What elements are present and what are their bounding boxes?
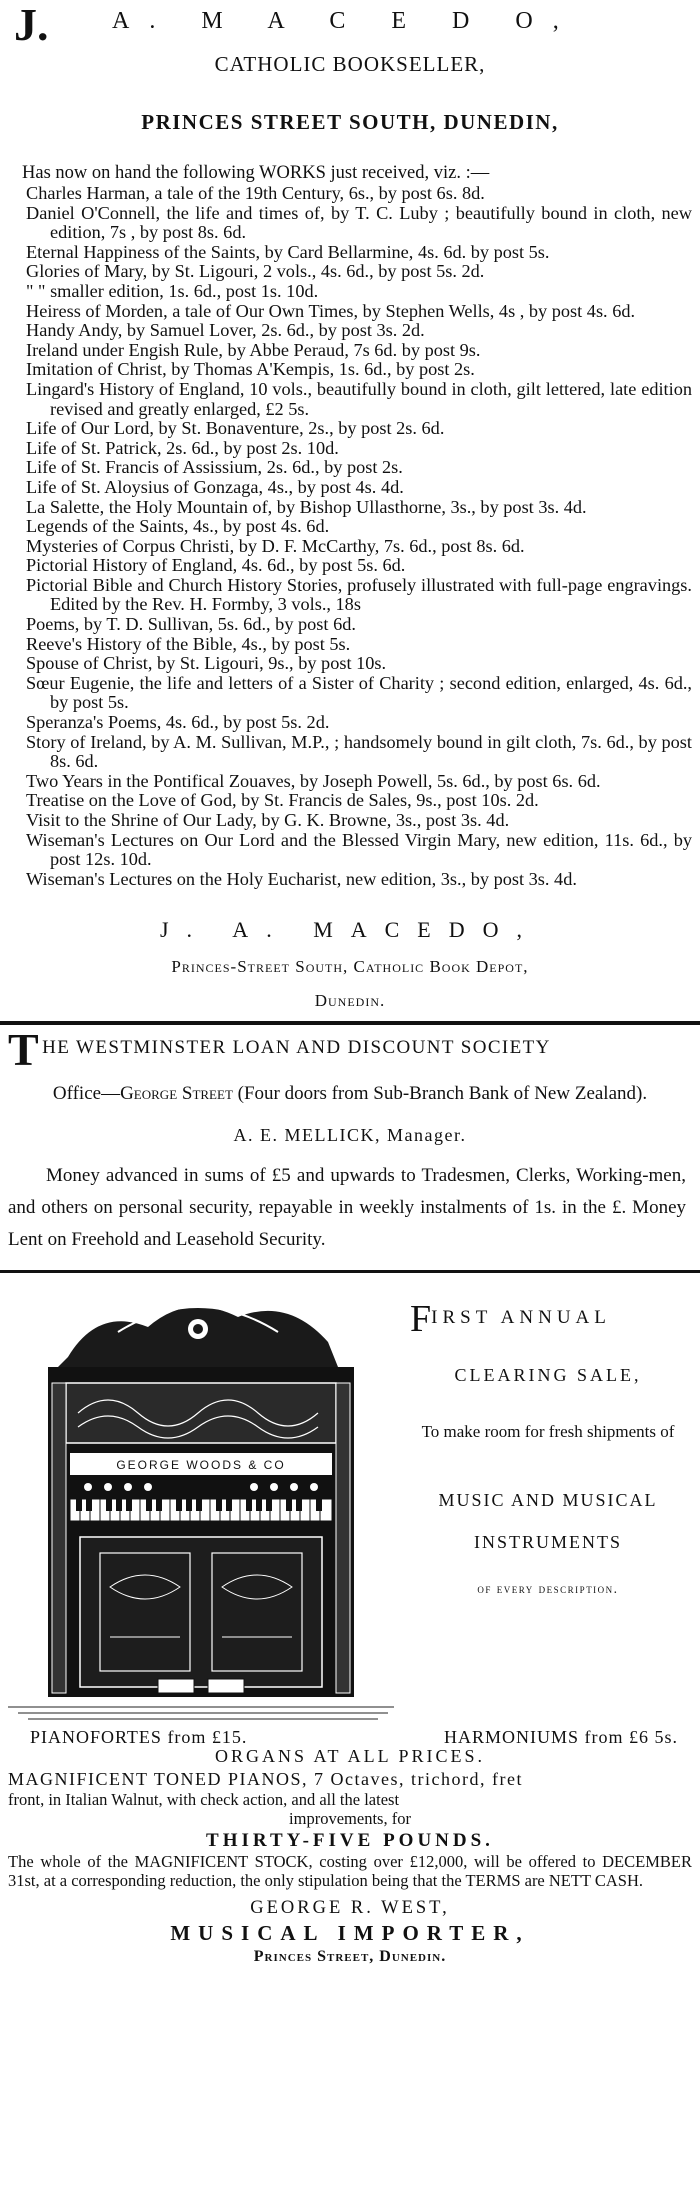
list-item: Pictorial History of England, 4s. 6d., by post 5s. 6d. (26, 555, 406, 576)
westminster-manager: A. E. MELLICK, Manager. (233, 1125, 467, 1146)
magnificent-line: MAGNIFICENT TONED PIANOS, 7 Octaves, trichord, fret (8, 1769, 523, 1790)
list-item: Pictorial Bible and Church History Stories, profusely illustrated with full-page engravings. Edited by the Rev. H. Formby, 3 vols., 18s (26, 574, 692, 615)
westminster-title (8, 1024, 692, 1076)
organ-nameboard: GEORGE WOODS & CO (116, 1458, 286, 1473)
sale-title (400, 1297, 696, 1341)
sale-title-2: CLEARING SALE, (454, 1365, 642, 1386)
sale-tagline: To make room for fresh shipments of (421, 1422, 675, 1442)
list-item: Wiseman's Lectures on Our Lord and the Blessed Virgin Mary, new edition, 11s. 6d., by post 12s. 10d. (26, 829, 692, 870)
list-item: La Salette, the Holy Mountain of, by Bishop Ullasthorne, 3s., by post 3s. 4d. (26, 496, 587, 517)
office-label: Office— (52, 1083, 121, 1105)
seller-address: Princes Street, Dunedin. (253, 1948, 447, 1966)
list-item: Story of Ireland, by A. M. Sullivan, M.P., ; handsomely bound in gilt cloth, 7s. 6d., by post 8s. 6d. (26, 731, 692, 772)
list-item: Lingard's History of England, 10 vols., beautifully bound in cloth, gilt lettered, late edition revised and greatly enlarged, £2 5s. (26, 378, 692, 419)
organs-line: ORGANS AT ALL PRICES. (214, 1746, 486, 1767)
list-item: Handy Andy, by Samuel Lover, 2s. 6d., by post 3s. 2d. (26, 320, 425, 341)
macedo-signature-city: Dunedin. (314, 991, 386, 1011)
westminster-body: Money advanced in sums of £5 and upwards to Tradesmen, Clerks, Working-men, and others on personal security, repayable in weekly instalments of 1s. in the £. Money Lent on Freehold and Leasehold Security. (8, 1165, 686, 1251)
list-item: " " smaller edition, 1s. 6d., post 1s. 10d. (26, 280, 319, 301)
list-item: Glories of Mary, by St. Ligouri, 2 vols., 4s. 6d., by post 5s. 2d. (26, 261, 485, 282)
works-list (0, 184, 700, 889)
list-item: Sœur Eugenie, the life and letters of a Sister of Charity ; second edition, enlarged, 4s. 6d., by post 5s. (26, 672, 692, 713)
list-item: Life of St. Patrick, 2s. 6d., by post 2s. 10d. (26, 437, 339, 458)
clearing-sale-advert (0, 1273, 700, 1966)
list-item: Eternal Happiness of the Saints, by Card Bellarmine, 4s. 6d. by post 5s. (26, 241, 550, 262)
list-item: Heiress of Morden, a tale of Our Own Times, by Stephen Wells, 4s , by post 4s. 6d. (26, 300, 636, 321)
list-item: Mysteries of Corpus Christi, by D. F. McCarthy, 7s. 6d., post 8s. 6d. (26, 535, 525, 556)
list-item: Two Years in the Pontifical Zouaves, by Joseph Powell, 5s. 6d., by post 6s. 6d. (26, 770, 601, 791)
list-item: Treatise on the Love of God, by St. Francis de Sales, 9s., post 10s. 2d. (26, 790, 539, 811)
westminster-advert (0, 1025, 700, 1256)
magnificent-line-2: front, in Italian Walnut, with check action, and all the latest (8, 1790, 400, 1810)
seller-name: GEORGE R. WEST, (250, 1898, 450, 1919)
list-item: Life of St. Francis of Assissium, 2s. 6d., by post 2s. (26, 457, 403, 478)
macedo-signature: J. A. MACEDO, (159, 917, 541, 943)
westminster-title-text: HE WESTMINSTER LOAN AND DISCOUNT SOCIETY (42, 1037, 551, 1059)
price-line: THIRTY-FIVE POUNDS. (206, 1830, 494, 1852)
pianofortes-price: PIANOFORTES from £15. (30, 1727, 248, 1748)
list-item: Daniel O'Connell, the life and times of, by T. C. Luby ; beautifully bound in cloth, new edition, 7s , by post 8s. 6d. (26, 202, 692, 243)
macedo-name: A. M A C E D O, (112, 8, 579, 34)
list-item: Charles Harman, a tale of the 19th Century, 6s., by post 6s. 8d. (26, 183, 485, 203)
macedo-signature-address: Princes-Street South, Catholic Book Depot, (171, 957, 529, 977)
macedo-header (0, 0, 700, 76)
list-item: Speranza's Poems, 4s. 6d., by post 5s. 2d. (26, 712, 330, 733)
list-item: Life of Our Lord, by St. Bonaventure, 2s., by post 2s. 6d. (26, 418, 445, 439)
sale-goods-sub: of every description. (477, 1581, 619, 1597)
sale-title-text: IRST ANNUAL (431, 1307, 611, 1329)
sale-goods: MUSIC AND MUSICAL INSTRUMENTS (438, 1490, 658, 1553)
macedo-advert (0, 0, 700, 1011)
harmoniums-price: HARMONIUMS from £6 5s. (443, 1727, 678, 1748)
macedo-intro: Has now on hand the following WORKS just received, viz. :— (22, 163, 490, 183)
sale-body (0, 1727, 700, 1966)
list-item: Imitation of Christ, by Thomas A'Kempis, 1s. 6d., by post 2s. (26, 359, 475, 380)
list-item: Visit to the Shrine of Our Lady, by G. K. Browne, 3s., post 3s. 4d. (26, 810, 510, 830)
seller-title: MUSICAL IMPORTER, (170, 1921, 530, 1946)
macedo-address: PRINCES STREET SOUTH, DUNEDIN, (141, 110, 559, 134)
sale-title-initial: F (410, 1298, 432, 1341)
improvements-line: improvements, for (289, 1809, 411, 1829)
macedo-title: CATHOLIC BOOKSELLER, (214, 52, 486, 76)
stock-text: The whole of the MAGNIFICENT STOCK, costing over £12,000, will be offered to DECEMBER 31st, at a corresponding reduction, the only stipulation being that the TERMS are NETT CASH. (8, 1852, 692, 1891)
macedo-initial: J. (14, 0, 49, 50)
westminster-title-initial: T (8, 1024, 41, 1076)
office-street: George Street (120, 1083, 233, 1105)
sale-header (0, 1273, 700, 1733)
list-item: Wiseman's Lectures on the Holy Eucharist, new edition, 3s., by post 3s. 4d. (26, 868, 577, 889)
list-item: Legends of the Saints, 4s., by post 4s. 6d. (26, 516, 330, 537)
list-item: Ireland under Engish Rule, by Abbe Peraud, 7s 6d. by post 9s. (26, 339, 481, 360)
list-item: Reeve's History of the Bible, 4s., by post 5s. (26, 633, 351, 654)
list-item: Life of St. Aloysius of Gonzaga, 4s., by post 4s. 4d. (26, 476, 404, 497)
organ-engraving-icon (8, 1287, 394, 1721)
list-item: Spouse of Christ, by St. Ligouri, 9s., by post 10s. (26, 653, 387, 674)
list-item: Poems, by T. D. Sullivan, 5s. 6d., by post 6d. (26, 614, 356, 635)
sale-title-block (400, 1297, 696, 1597)
westminster-office (8, 1079, 692, 1109)
office-rest: (Four doors from Sub-Branch Bank of New Zealand). (232, 1083, 648, 1105)
